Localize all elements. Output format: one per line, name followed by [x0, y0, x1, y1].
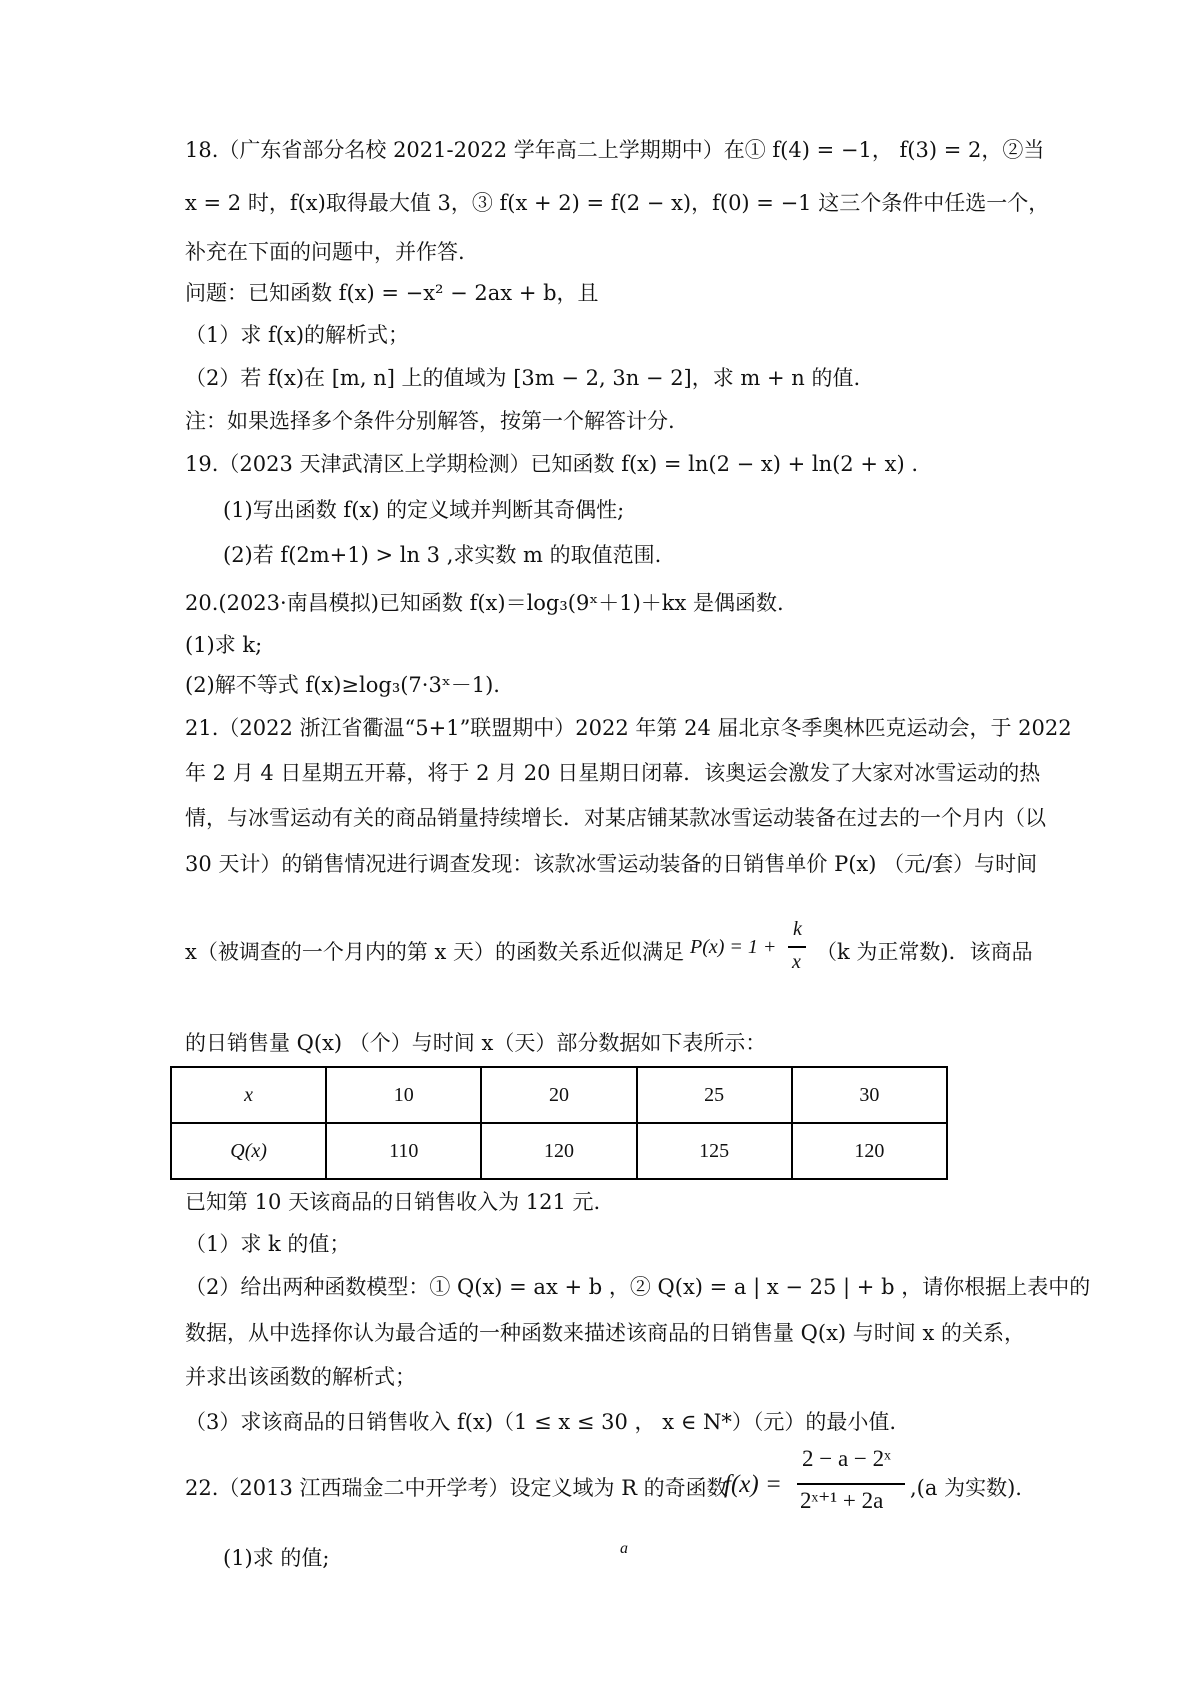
- table-cell: x: [171, 1067, 326, 1123]
- price-formula-left: P(x) = 1 +: [690, 936, 777, 958]
- q22-denominator: 2ˣ⁺¹ + 2a: [800, 1488, 884, 1513]
- q18-line-5: （1）求 f(x)的解析式；: [185, 323, 410, 347]
- q21-line-6: 的日销售量 Q(x) （个）与时间 x（天）部分数据如下表所示：: [185, 1031, 767, 1055]
- price-formula-numerator: k: [793, 918, 802, 940]
- q18-line-2: x = 2 时，f(x)取得最大值 3，③ f(x + 2) = f(2 − x)，f(0) = −1 这三个条件中任选一个，: [185, 191, 1050, 215]
- q21-line-3: 情，与冰雪运动有关的商品销量持续增长．对某店铺某款冰雪运动装备在过去的一个月内（以: [185, 806, 1046, 830]
- q21-line-12: （3）求该商品的日销售收入 f(x)（1 ≤ x ≤ 30 ， x ∈ N*）（元）的最小值.: [185, 1410, 896, 1434]
- q22-line-1-left: 22.（2013 江西瑞金二中开学考）设定义域为 R 的奇函数: [185, 1476, 728, 1500]
- q19-line-2: (1)写出函数 f(x) 的定义域并判断其奇偶性;: [223, 498, 625, 522]
- q21-line-4: 30 天计）的销售情况进行调查发现：该款冰雪运动装备的日销售单价 P(x) （元/套）与时间: [185, 852, 1038, 876]
- q22-numerator: 2 − a − 2ˣ: [802, 1446, 891, 1471]
- q20-line-2: (1)求 k;: [185, 633, 263, 657]
- q21-line-5-left: x（被调查的一个月内的第 x 天）的函数关系近似满足: [185, 940, 685, 964]
- price-formula-denominator: x: [792, 951, 801, 973]
- q18-line-4: 问题：已知函数 f(x) = −x² − 2ax + b，且: [185, 281, 599, 305]
- q22-line-1-right: ,(a 为实数).: [910, 1476, 1022, 1500]
- q18-line-1: 18.（广东省部分名校 2021-2022 学年高二上学期期中）在① f(4) = −1， f(3) = 2，②当: [185, 138, 1045, 162]
- q21-line-2: 年 2 月 4 日星期五开幕，将于 2 月 20 日星期日闭幕．该奥运会激发了大家对冰雪运动的热: [185, 761, 1041, 785]
- q18-line-3: 补充在下面的问题中，并作答.: [185, 240, 465, 264]
- sales-table: [170, 1066, 948, 1180]
- q18-line-7: 注：如果选择多个条件分别解答，按第一个解答计分.: [185, 409, 675, 433]
- table-cell: 10: [326, 1067, 481, 1123]
- table-row: [171, 1123, 947, 1179]
- q22-fraction-bar: [797, 1483, 905, 1485]
- q21-line-11: 并求出该函数的解析式；: [185, 1365, 416, 1389]
- q21-line-1: 21.（2022 浙江省衢温“5+1”联盟期中）2022 年第 24 届北京冬季奥林匹克运动会，于 2022: [185, 716, 1072, 740]
- table-cell: 25: [637, 1067, 792, 1123]
- q22-stray-variable: a: [620, 1540, 628, 1557]
- table-cell: 120: [481, 1123, 636, 1179]
- table-cell: Q(x): [171, 1123, 326, 1179]
- q18-line-6: （2）若 f(x)在 [m, n] 上的值域为 [3m − 2, 3n − 2]，求 m + n 的值.: [185, 366, 861, 390]
- q21-line-10: 数据，从中选择你认为最合适的一种函数来描述该商品的日销售量 Q(x) 与时间 x 的关系，: [185, 1321, 1025, 1345]
- price-formula-fraction-bar: [788, 946, 806, 948]
- q22-line-2: (1)求 的值;: [223, 1546, 330, 1570]
- q21-line-5-right: （k 为正常数)．该商品: [816, 940, 1033, 964]
- q19-line-3: (2)若 f(2m+1) > ln 3 ,求实数 m 的取值范围.: [223, 543, 662, 567]
- q21-line-8: （1）求 k 的值；: [185, 1232, 351, 1256]
- q22-function-name: f(x) =: [724, 1471, 782, 1498]
- table-cell: 120: [792, 1123, 947, 1179]
- q19-line-1: 19.（2023 天津武清区上学期检测）已知函数 f(x) = ln(2 − x) + ln(2 + x) .: [185, 452, 918, 476]
- table-row: [171, 1067, 947, 1123]
- q21-line-9: （2）给出两种函数模型：① Q(x) = ax + b ，② Q(x) = a | x − 25 | + b ，请你根据上表中的: [185, 1275, 1091, 1299]
- q21-line-7: 已知第 10 天该商品的日销售收入为 121 元.: [185, 1190, 601, 1214]
- table-cell: 110: [326, 1123, 481, 1179]
- table-cell: 125: [637, 1123, 792, 1179]
- q20-line-1: 20.(2023·南昌模拟)已知函数 f(x)＝log₃(9ˣ＋1)＋kx 是偶函数.: [185, 591, 784, 615]
- q20-line-3: (2)解不等式 f(x)≥log₃(7·3ˣ－1).: [185, 673, 500, 697]
- table-cell: 30: [792, 1067, 947, 1123]
- table-cell: 20: [481, 1067, 636, 1123]
